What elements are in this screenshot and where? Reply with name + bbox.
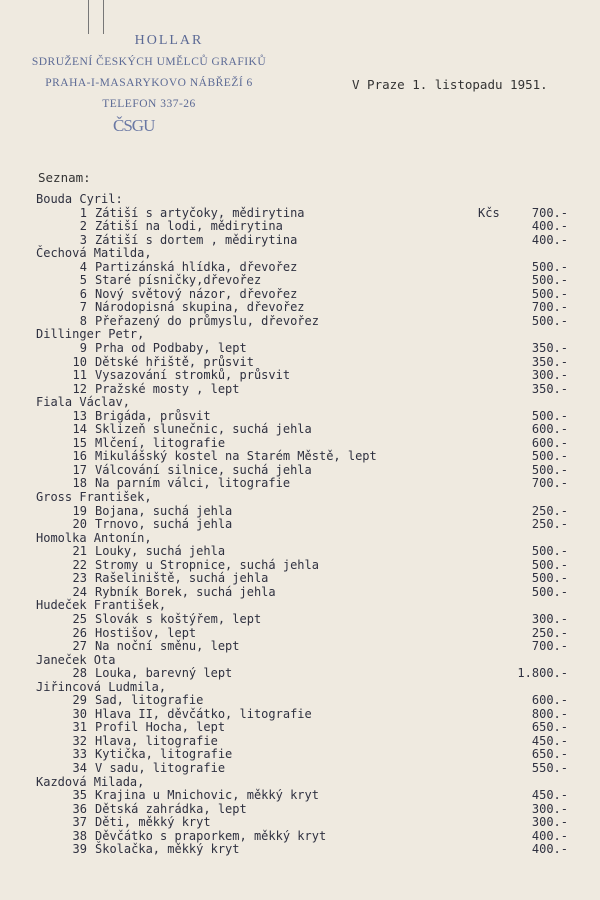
item-title: Přeřazený do průmyslu, dřevořez xyxy=(95,313,319,328)
item-price: 650.- xyxy=(531,747,568,762)
item-number: 36 xyxy=(72,801,87,816)
item-title: Mlčení, litografie xyxy=(95,435,226,450)
list-item xyxy=(0,505,600,519)
item-price: 500.- xyxy=(531,286,568,301)
list-item xyxy=(0,274,600,288)
item-number: 33 xyxy=(72,747,87,762)
letterhead-address: PRAHA-I-MASARYKOVO NÁBŘEŽÍ 6 xyxy=(45,77,253,89)
artist-name: Hudeček František, xyxy=(36,598,167,613)
item-number: 15 xyxy=(72,435,87,450)
list-item xyxy=(0,816,600,830)
item-price: 300.- xyxy=(531,368,568,383)
item-price: 250.- xyxy=(531,517,568,532)
item-number: 8 xyxy=(79,313,87,328)
item-price: 500.- xyxy=(531,313,568,328)
item-price: 600.- xyxy=(531,422,568,437)
item-number: 30 xyxy=(72,706,87,721)
item-number: 20 xyxy=(72,517,87,532)
item-number: 17 xyxy=(72,462,87,477)
item-price: 700.- xyxy=(531,639,568,654)
item-price: 500.- xyxy=(531,584,568,599)
item-price: 600.- xyxy=(531,693,568,708)
item-title: Školačka, měkký kryt xyxy=(95,842,240,857)
list-item xyxy=(0,410,600,424)
item-title: Dětská zahrádka, lept xyxy=(95,801,247,816)
item-title: Nový světový názor, dřevořez xyxy=(95,286,298,301)
item-number: 31 xyxy=(72,720,87,735)
item-number: 9 xyxy=(79,341,87,356)
list-item xyxy=(0,843,600,857)
list-item xyxy=(0,735,600,749)
item-number: 16 xyxy=(72,449,87,464)
item-title: Hlava, litografie xyxy=(95,733,218,748)
item-number: 14 xyxy=(72,422,87,437)
item-title: Krajina u Mnichovic, měkký kryt xyxy=(95,788,319,803)
item-number: 3 xyxy=(79,232,87,247)
item-number: 34 xyxy=(72,760,87,775)
item-price: 500.- xyxy=(531,449,568,464)
item-price: 500.- xyxy=(531,408,568,423)
binding-marks xyxy=(88,0,104,34)
item-number: 11 xyxy=(72,368,87,383)
list-item xyxy=(0,830,600,844)
item-price: 300.- xyxy=(531,801,568,816)
item-price: 700.- xyxy=(531,205,568,220)
item-price: 400.- xyxy=(531,232,568,247)
item-price: 500.- xyxy=(531,557,568,572)
item-title: Rašeliniště, suchá jehla xyxy=(95,571,269,586)
item-title: Dětské hřiště, průsvit xyxy=(95,354,254,369)
item-price: 350.- xyxy=(531,354,568,369)
item-number: 12 xyxy=(72,381,87,396)
item-number: 13 xyxy=(72,408,87,423)
item-title: Stromy u Stropnice, suchá jehla xyxy=(95,557,319,572)
document-heading: Seznam: xyxy=(38,170,91,185)
list-item xyxy=(0,559,600,573)
list-item xyxy=(0,667,600,681)
item-price: 400.- xyxy=(531,828,568,843)
item-price: 700.- xyxy=(531,300,568,315)
item-number: 28 xyxy=(72,666,87,681)
item-price: 350.- xyxy=(531,381,568,396)
item-price: 450.- xyxy=(531,733,568,748)
letterhead-org: HOLLAR xyxy=(134,33,204,48)
item-price: 600.- xyxy=(531,435,568,450)
list-item xyxy=(0,762,600,776)
letterhead-line-1: SDRUŽENÍ ČESKÝCH UMĚLCŮ GRAFIKŮ xyxy=(31,56,267,68)
item-title: Bojana, suchá jehla xyxy=(95,503,233,518)
item-title: Děvčátko s praporkem, měkký kryt xyxy=(95,828,327,843)
artist-name: Homolka Antonín, xyxy=(36,530,152,545)
item-title: Na parním válci, litografie xyxy=(95,476,291,491)
list-item xyxy=(0,301,600,315)
monogram-logo: ČSGU xyxy=(113,116,155,135)
item-price: 400.- xyxy=(531,219,568,234)
item-title: Zátiší s dortem , mědirytina xyxy=(95,232,298,247)
item-title: Trnovo, suchá jehla xyxy=(95,517,233,532)
list-item xyxy=(0,586,600,600)
item-title: Rybník Borek, suchá jehla xyxy=(95,584,276,599)
item-title: Sad, litografie xyxy=(95,693,204,708)
list-item xyxy=(0,342,600,356)
item-number: 2 xyxy=(79,219,87,234)
item-title: Národopisná skupina, dřevořez xyxy=(95,300,305,315)
list-item xyxy=(0,708,600,722)
item-number: 1 xyxy=(79,205,87,220)
item-number: 35 xyxy=(72,788,87,803)
item-price: 500.- xyxy=(531,462,568,477)
item-title: Brigáda, průsvit xyxy=(95,408,211,423)
item-number: 22 xyxy=(72,557,87,572)
item-title: Prha od Podbaby, lept xyxy=(95,341,247,356)
item-number: 26 xyxy=(72,625,87,640)
item-currency: Kčs xyxy=(478,205,500,220)
list-item xyxy=(0,369,600,383)
item-price: 500.- xyxy=(531,571,568,586)
artist-name: Gross František, xyxy=(36,490,152,505)
letterhead xyxy=(4,30,294,115)
item-price: 300.- xyxy=(531,815,568,830)
list-item xyxy=(0,789,600,803)
item-price: 250.- xyxy=(531,625,568,640)
list-item xyxy=(0,315,600,329)
item-price: 400.- xyxy=(531,842,568,857)
item-price: 300.- xyxy=(531,611,568,626)
document-date: V Praze 1. listopadu 1951. xyxy=(352,77,548,92)
item-title: Mikulášský kostel na Starém Městě, lept xyxy=(95,449,377,464)
item-title: Partizánská hlídka, dřevořez xyxy=(95,259,298,274)
list-item xyxy=(0,356,600,370)
list-item xyxy=(0,383,600,397)
list-item xyxy=(0,518,600,532)
artist-name: Kazdová Milada, xyxy=(36,774,145,789)
list-item xyxy=(0,721,600,735)
item-title: Slovák s koštýřem, lept xyxy=(95,611,262,626)
item-number: 19 xyxy=(72,503,87,518)
artist-name: Bouda Cyril: xyxy=(36,192,123,206)
item-title: Pražské mosty , lept xyxy=(95,381,240,396)
list-item xyxy=(0,613,600,627)
item-number: 38 xyxy=(72,828,87,843)
item-price: 650.- xyxy=(531,720,568,735)
item-number: 39 xyxy=(72,842,87,857)
list-item xyxy=(0,545,600,559)
letterhead-phone: TELEFON 337-26 xyxy=(102,98,196,110)
item-title: V sadu, litografie xyxy=(95,760,226,775)
item-number: 37 xyxy=(72,815,87,830)
item-number: 27 xyxy=(72,639,87,654)
item-number: 23 xyxy=(72,571,87,586)
item-title: Staré písničky,dřevořez xyxy=(95,273,262,288)
list-item xyxy=(0,640,600,654)
item-title: Louka, barevný lept xyxy=(95,666,233,681)
artist-name: Dillinger Petr, xyxy=(36,327,145,342)
item-number: 4 xyxy=(79,259,87,274)
item-number: 32 xyxy=(72,733,87,748)
item-title: Děti, měkký kryt xyxy=(95,815,211,830)
list-item xyxy=(0,261,600,275)
list-item xyxy=(0,220,600,234)
item-title: Vysazování stromků, průsvit xyxy=(95,368,291,383)
artist-name: Jiřincová Ludmila, xyxy=(36,679,167,694)
list-item xyxy=(0,423,600,437)
item-number: 7 xyxy=(79,300,87,315)
item-title: Zátiší s artyčoky, mědirytina xyxy=(95,205,305,220)
item-title: Hostišov, lept xyxy=(95,625,197,640)
item-number: 6 xyxy=(79,286,87,301)
list-item xyxy=(0,803,600,817)
item-title: Válcování silnice, suchá jehla xyxy=(95,462,312,477)
list-item xyxy=(0,572,600,586)
list-item xyxy=(0,288,600,302)
item-price: 250.- xyxy=(531,503,568,518)
item-number: 25 xyxy=(72,611,87,626)
item-number: 10 xyxy=(72,354,87,369)
list-item xyxy=(0,464,600,478)
item-number: 29 xyxy=(72,693,87,708)
list-item xyxy=(0,437,600,451)
item-title: Hlava II, děvčátko, litografie xyxy=(95,706,312,721)
list-item xyxy=(0,694,600,708)
item-price: 500.- xyxy=(531,544,568,559)
item-title: Na noční směnu, lept xyxy=(95,639,240,654)
item-price: 500.- xyxy=(531,273,568,288)
item-title: Sklizeň slunečnic, suchá jehla xyxy=(95,422,312,437)
item-price: 450.- xyxy=(531,788,568,803)
item-price: 800.- xyxy=(531,706,568,721)
item-price: 550.- xyxy=(531,760,568,775)
list-item xyxy=(0,627,600,641)
list-item xyxy=(0,748,600,762)
item-number: 5 xyxy=(79,273,87,288)
item-price: 350.- xyxy=(531,341,568,356)
item-price: 1.800.- xyxy=(517,666,568,681)
item-number: 21 xyxy=(72,544,87,559)
artwork-list xyxy=(0,193,600,857)
item-price: 500.- xyxy=(531,259,568,274)
list-item xyxy=(0,477,600,491)
list-item xyxy=(0,207,600,221)
item-title: Kytička, litografie xyxy=(95,747,233,762)
item-title: Profil Hocha, lept xyxy=(95,720,226,735)
item-number: 24 xyxy=(72,584,87,599)
artist-name: Čechová Matilda, xyxy=(36,246,152,261)
item-number: 18 xyxy=(72,476,87,491)
item-title: Louky, suchá jehla xyxy=(95,544,226,559)
artist-name: Janeček Ota xyxy=(36,652,116,667)
item-title: Zátiší na lodi, mědirytina xyxy=(95,219,283,234)
artist-name: Fiala Václav, xyxy=(36,395,130,410)
item-price: 700.- xyxy=(531,476,568,491)
list-item xyxy=(0,450,600,464)
